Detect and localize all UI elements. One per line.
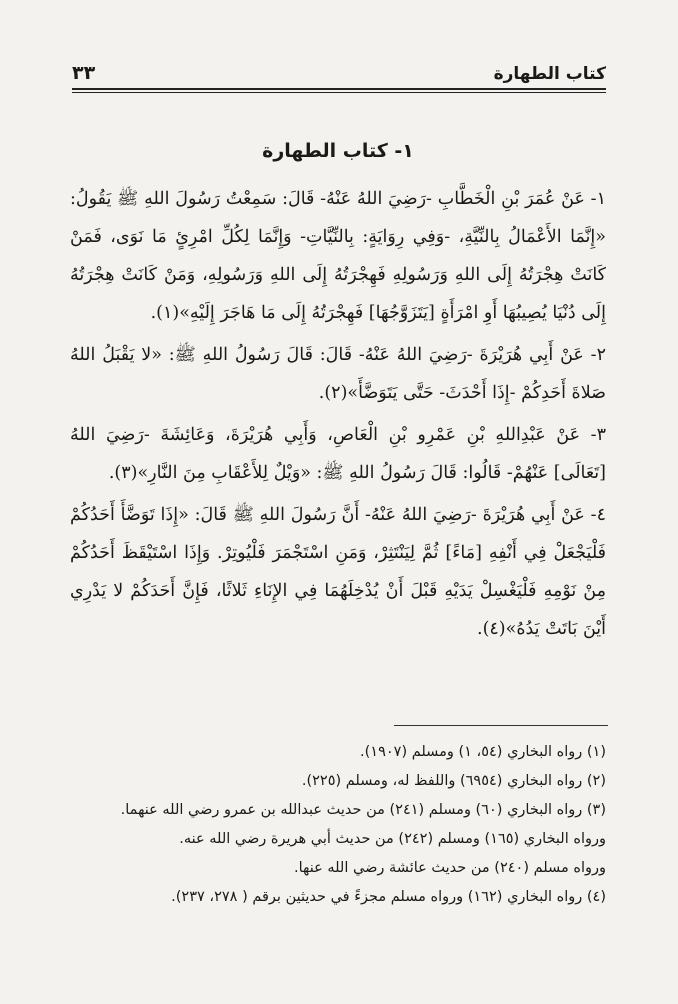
- footnote-3c: ورواه مسلم (٢٤٠) من حديث عائشة رضي الله عنها.: [294, 860, 606, 876]
- header-rule-thin: [72, 92, 606, 93]
- header-rule: [72, 88, 606, 90]
- footnote-3b: ورواه البخاري (١٦٥) ومسلم (٢٤٢) من حديث أبي هريرة رضي الله عنه.: [179, 831, 606, 847]
- hadith-2: ٢- عَنْ أَبِي هُرَيْرَةَ -رَضِيَ اللهُ عَنْهُ- قَالَ: قَالَ رَسُولُ اللهِ ﷺ: «لا يَقْبَلُ اللهُ صَلاةَ أَحَدِكُمْ -إِذَا أَحْدَثَ- حَتَّى يَتَوَضَّأَ»(٢).: [70, 345, 606, 403]
- running-head: [72, 62, 606, 84]
- running-title: كتاب الطهارة: [493, 64, 606, 84]
- footnote-2: (٢) رواه البخاري (٦٩٥٤) واللفظ له، ومسلم (٢٢٥).: [301, 773, 606, 789]
- hadith-1: ١- عَنْ عُمَرَ بْنِ الْخَطَّابِ -رَضِيَ اللهُ عَنْهُ- قَالَ: سَمِعْتُ رَسُولَ اللهِ ﷺ يَقُولُ: «إِنَّمَا الأَعْمَالُ بِالنِّيَّةِ، -وَفِي رِوَايَةٍ: بِالنِّيَّاتِ- وَإِنَّمَا لِكُلِّ امْرِئٍ مَا نَوَى، فَمَنْ كَانَتْ هِجْرَتُهُ إِلَى اللهِ وَرَسُولِهِ فَهِجْرَتُهُ إِلَى اللهِ وَرَسُولِهِ، وَمَنْ كَانَتْ هِجْرَتُهُ إِلَى دُنْيَا يُصِيبُهَا أَوِ امْرَأَةٍ [يَتَزَوَّجُهَا] فَهِجْرَتُهُ إِلَى مَا هَاجَرَ إِلَيْهِ»(١).: [70, 189, 606, 323]
- footnote-separator: [394, 725, 608, 726]
- hadith-4: ٤- عَنْ أَبِي هُرَيْرَةَ -رَضِيَ اللهُ عَنْهُ- أَنَّ رَسُولَ اللهِ ﷺ قَالَ: «إِذَا تَوَضَّأَ أَحَدُكُمْ فَلْيَجْعَلْ فِي أَنْفِهِ [مَاءً] ثُمَّ لِيَنْتَثِرْ، وَمَنِ اسْتَجْمَرَ فَلْيُوتِرْ. وَإِذَا اسْتَيْقَظَ أَحَدُكُمْ مِنْ نَوْمِهِ فَلْيَغْسِلْ يَدَيْهِ قَبْلَ أَنْ يُدْخِلَهُمَا فِي الإِنَاءِ ثَلاثًا، فَإِنَّ أَحَدَكُمْ لا يَدْرِي أَيْنَ بَاتَتْ يَدُهُ»(٤).: [70, 505, 606, 639]
- footnote-4: (٤) رواه البخاري (١٦٢) ورواه مسلم مجزءً في حديثين برقم ( ٢٧٨، ٢٣٧).: [171, 889, 606, 905]
- main-text: [70, 140, 606, 652]
- footnote-1: (١) رواه البخاري (٥٤، ١) ومسلم (١٩٠٧).: [360, 744, 606, 760]
- footnotes: [70, 738, 606, 912]
- footnote-3: (٣) رواه البخاري (٦٠) ومسلم (٢٤١) من حديث عبدالله بن عمرو رضي الله عنهما.: [120, 802, 606, 818]
- chapter-title: ١- كتاب الطهارة: [262, 140, 414, 162]
- page-number: ٣٣: [72, 62, 96, 84]
- hadith-3: ٣- عَنْ عَبْدِاللهِ بْنِ عَمْرِو بْنِ الْعَاصِ، وَأَبِي هُرَيْرَةَ، وَعَائِشَةَ -رَضِيَ اللهُ [تَعَالَى] عَنْهُمْ- قَالُوا: قَالَ رَسُولُ اللهِ ﷺ: «وَيْلٌ لِلأَعْقَابِ مِنَ النَّارِ»(٣).: [70, 425, 606, 483]
